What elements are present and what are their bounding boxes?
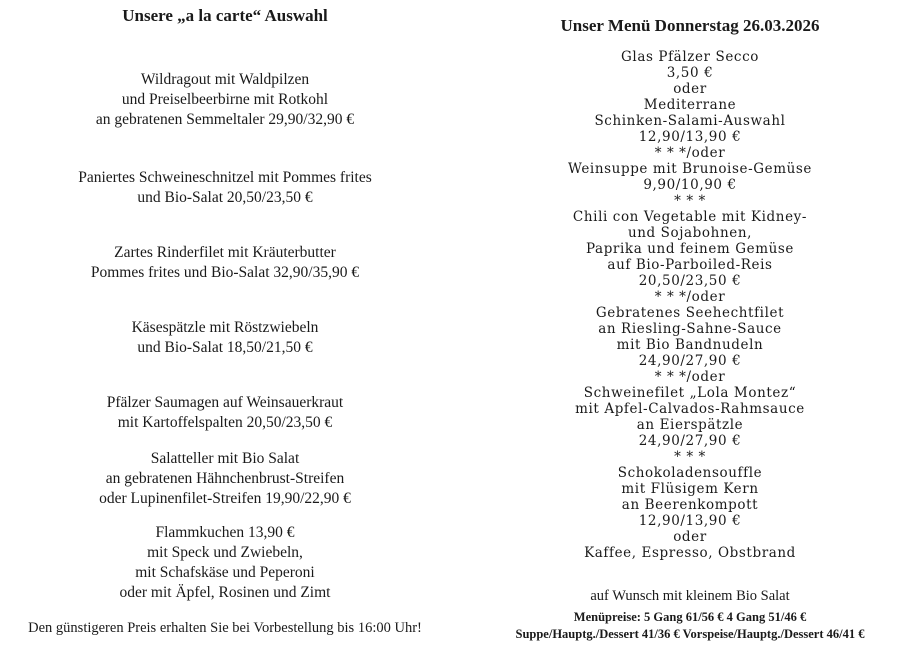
dish-line: mit Kartoffelspalten 20,50/23,50 € [117, 414, 333, 431]
menu-line: 24,90/27,90 € [638, 353, 742, 369]
dish-flammkuchen [0, 523, 450, 603]
dish-wildragout [0, 70, 450, 130]
dish-schweineschnitzel [0, 168, 450, 208]
menu-line: 20,50/23,50 € [638, 273, 742, 289]
menu-line: und Sojabohnen, [627, 225, 753, 241]
menu-line: 12,90/13,90 € [638, 129, 742, 145]
menu-line: * * */oder [654, 369, 726, 385]
menu-line: 12,90/13,90 € [638, 513, 742, 529]
menu-line: Glas Pfälzer Secco [621, 49, 759, 65]
menu-prices: Menüpreise: 5 Gang 61/56 € 4 Gang 51/46 € [573, 610, 807, 624]
a-la-carte-title: Unsere „a la carte“ Auswahl [122, 6, 328, 25]
menu-line: * * */oder [654, 145, 726, 161]
menu-line: an Beerenkompott [621, 497, 759, 513]
menu-line: an Riesling-Sahne-Sauce [598, 321, 782, 337]
menu-line: Gebratenes Seehechtfilet [595, 305, 785, 321]
menu-line: Weinsuppe mit Brunoise-Gemüse [567, 161, 813, 177]
menu-line: auf Bio-Parboiled-Reis [607, 257, 773, 273]
dish-line: Pommes frites und Bio-Salat 32,90/35,90 € [90, 264, 360, 281]
dish-line: an gebratenen Semmeltaler 29,90/32,90 € [95, 111, 355, 128]
menu-line: Mediterrane [643, 97, 737, 113]
dish-line: und Bio-Salat 18,50/21,50 € [137, 339, 313, 356]
menu-line: Chili con Vegetable mit Kidney- [572, 209, 808, 225]
menu-line: oder [673, 81, 707, 97]
dish-salatteller [0, 449, 450, 509]
preorder-notice: Den günstigeren Preis erhalten Sie bei Vorbestellung bis 16:00 Uhr! [28, 620, 422, 636]
menu-line: 3,50 € [666, 65, 714, 81]
dish-line: an gebratenen Hähnchenbrust-Streifen [105, 470, 345, 487]
dish-line: oder mit Äpfel, Rosinen und Zimt [119, 584, 331, 601]
dish-rinderfilet [0, 243, 450, 283]
dish-line: Pfälzer Saumagen auf Weinsauerkraut [106, 394, 344, 411]
menu-line: 9,90/10,90 € [643, 177, 737, 193]
dish-line: Zartes Rinderfilet mit Kräuterbutter [114, 244, 336, 261]
side-salad-note: auf Wunsch mit kleinem Bio Salat [590, 588, 790, 604]
dish-kaesespaetzle [0, 318, 450, 358]
dish-line: oder Lupinenfilet-Streifen 19,90/22,90 € [99, 490, 351, 507]
menu-line: mit Flüsigem Kern [621, 481, 759, 497]
dish-line: mit Speck und Zwiebeln, [147, 544, 303, 561]
dish-line: Paniertes Schweineschnitzel mit Pommes frites [78, 169, 372, 186]
menu-line: * * * [674, 449, 706, 465]
dish-line: Flammkuchen 13,90 € [155, 524, 295, 541]
menu-line: Schokoladensouffle [617, 465, 763, 481]
daily-menu-title: Unser Menü Donnerstag 26.03.2026 [560, 16, 820, 35]
dish-line: und Preiselbeerbirne mit Rotkohl [121, 91, 329, 108]
menu-line: mit Bio Bandnudeln [616, 337, 764, 353]
menu-line: Paprika und feinem Gemüse [585, 241, 795, 257]
dish-saumagen [0, 393, 450, 433]
menu-line: 24,90/27,90 € [638, 433, 742, 449]
menu-line: * * * [674, 193, 706, 209]
menu-line: oder [673, 529, 707, 545]
menu-line: Kaffee, Espresso, Obstbrand [584, 545, 796, 561]
menu-line: * * */oder [654, 289, 726, 305]
menu-line: Schweinefilet „Lola Montez“ [583, 385, 797, 401]
menu-prices-combos: Suppe/Hauptg./Dessert 41/36 € Vorspeise/Hauptg./Dessert 46/41 € [515, 627, 865, 641]
dish-line: und Bio-Salat 20,50/23,50 € [137, 189, 313, 206]
menu-line: an Eierspätzle [636, 417, 744, 433]
dish-line: Wildragout mit Waldpilzen [140, 71, 310, 88]
dish-line: Salatteller mit Bio Salat [150, 450, 300, 467]
dish-line: Käsespätzle mit Röstzwiebeln [131, 319, 319, 336]
dish-line: mit Schafskäse und Peperoni [135, 564, 315, 581]
daily-menu-courses [490, 49, 890, 561]
menu-line: mit Apfel-Calvados-Rahmsauce [575, 401, 805, 417]
menu-line: Schinken-Salami-Auswahl [594, 113, 786, 129]
